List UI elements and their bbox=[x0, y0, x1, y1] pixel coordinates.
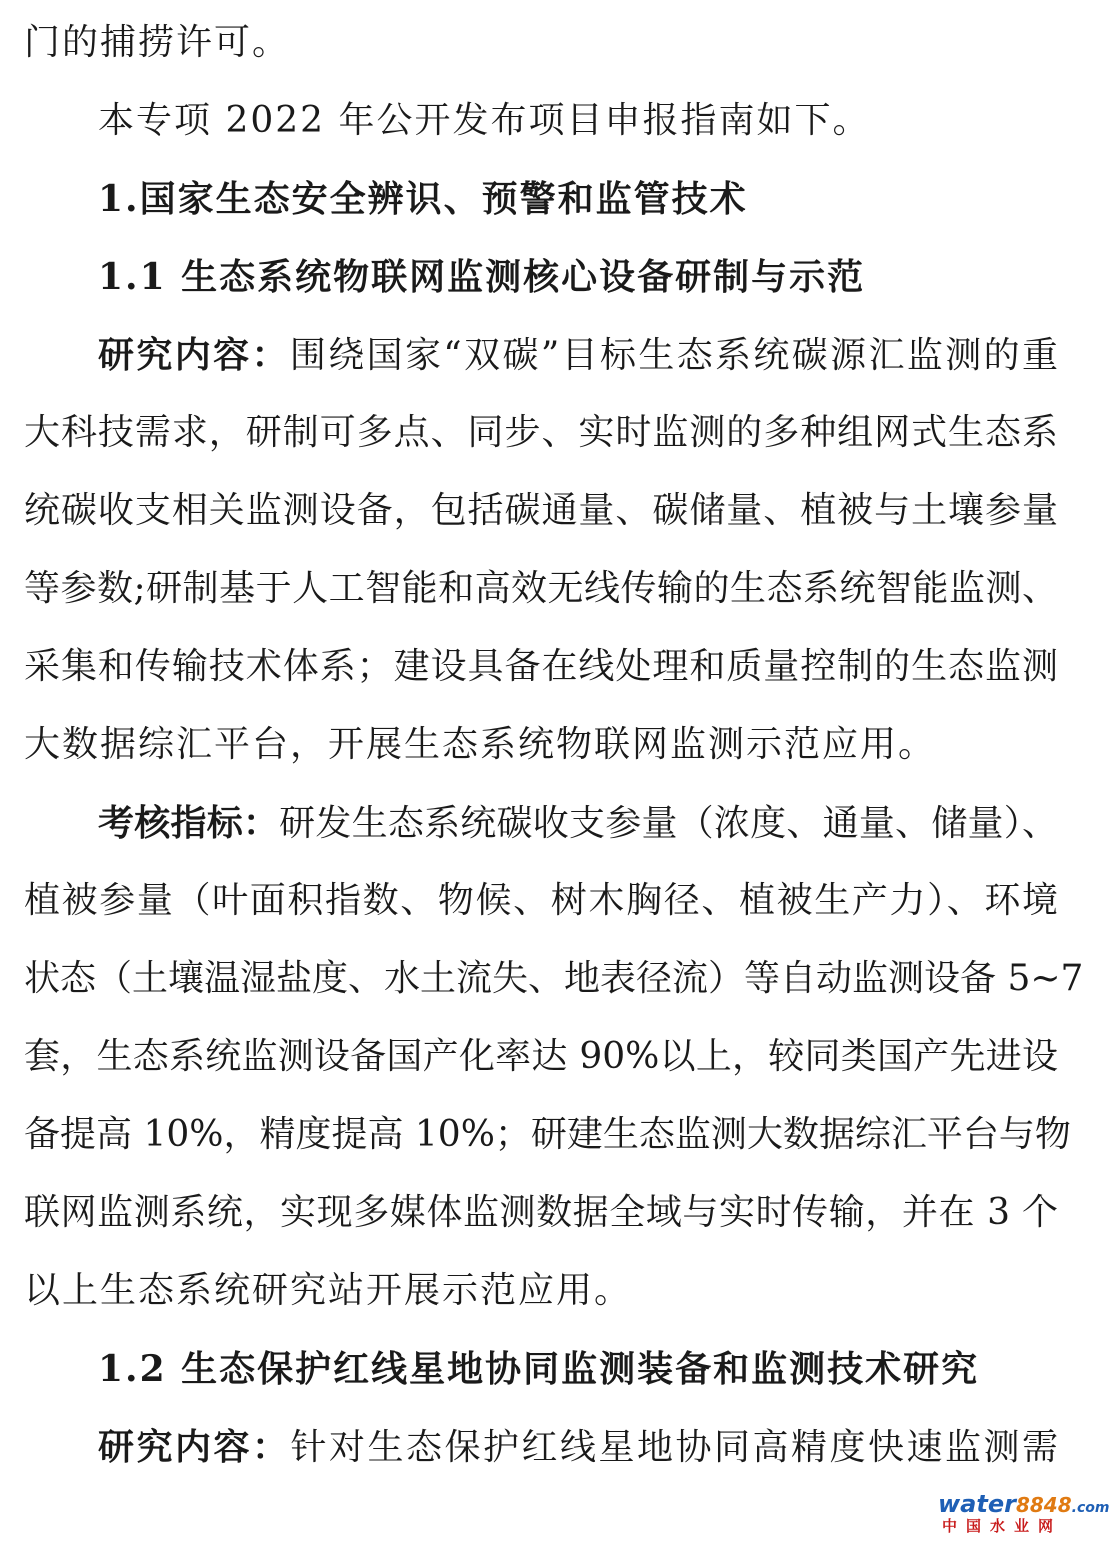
paragraph-line: 大科技需求，研制可多点、同步、实时监测的多种组网式生态系 bbox=[24, 412, 1058, 453]
paragraph-line: 备提高 10%，精度提高 10%；研建生态监测大数据综汇平台与物 bbox=[24, 1114, 1071, 1155]
paragraph-line bbox=[98, 801, 1058, 845]
watermark-subtitle: 中国水业网 bbox=[942, 1517, 1063, 1535]
paragraph-line: 等参数;研制基于人工智能和高效无线传输的生态系统智能监测、 bbox=[24, 568, 1058, 609]
paragraph-label: 研究内容： bbox=[98, 334, 290, 376]
paragraph-label: 研究内容： bbox=[98, 1426, 291, 1468]
paragraph-line: 采集和传输技术体系；建设具备在线处理和质量控制的生态监测 bbox=[24, 646, 1058, 687]
watermark-brand: water8848.com bbox=[938, 1490, 1109, 1518]
paragraph-text: 围绕国家“双碳”目标生态系统碳源汇监测的重 bbox=[289, 335, 1058, 376]
paragraph-line: 套，生态系统监测设备国产化率达 90%以上，较同类国产先进设 bbox=[24, 1036, 1058, 1077]
paragraph-text: 研发生态系统碳收支参量（浓度、通量、储量）、 bbox=[279, 803, 1058, 844]
paragraph-line: 植被参量（叶面积指数、物候、树木胸径、植被生产力）、环境 bbox=[24, 880, 1058, 921]
paragraph-line bbox=[98, 1425, 1058, 1469]
subsection-heading: 1.1 生态系统物联网监测核心设备研制与示范 bbox=[98, 256, 866, 298]
section-heading: 1.国家生态安全辨识、预警和监管技术 bbox=[98, 178, 748, 220]
paragraph-label: 考核指标： bbox=[98, 802, 280, 844]
subsection-heading: 1.2 生态保护红线星地协同监测装备和监测技术研究 bbox=[98, 1348, 980, 1390]
paragraph-line: 统碳收支相关监测设备，包括碳通量、碳储量、植被与土壤参量 bbox=[24, 490, 1058, 531]
text-line: 门的捕捞许可。 bbox=[24, 22, 291, 63]
paragraph-line: 以上生态系统研究站开展示范应用。 bbox=[24, 1270, 633, 1311]
paragraph-line: 联网监测系统，实现多媒体监测数据全域与实时传输，并在 3 个 bbox=[24, 1192, 1058, 1233]
paragraph-line bbox=[98, 333, 1058, 377]
paragraph-line: 状态（土壤温湿盐度、水土流失、地表径流）等自动监测设备 5~7 bbox=[24, 958, 1084, 999]
watermark-logo bbox=[938, 1490, 1109, 1535]
paragraph-text: 针对生态保护红线星地协同高精度快速监测需 bbox=[290, 1427, 1058, 1468]
text-line: 本专项 2022 年公开发布项目申报指南如下。 bbox=[98, 100, 871, 141]
paragraph-line: 大数据综汇平台，开展生态系统物联网监测示范应用。 bbox=[24, 724, 937, 765]
